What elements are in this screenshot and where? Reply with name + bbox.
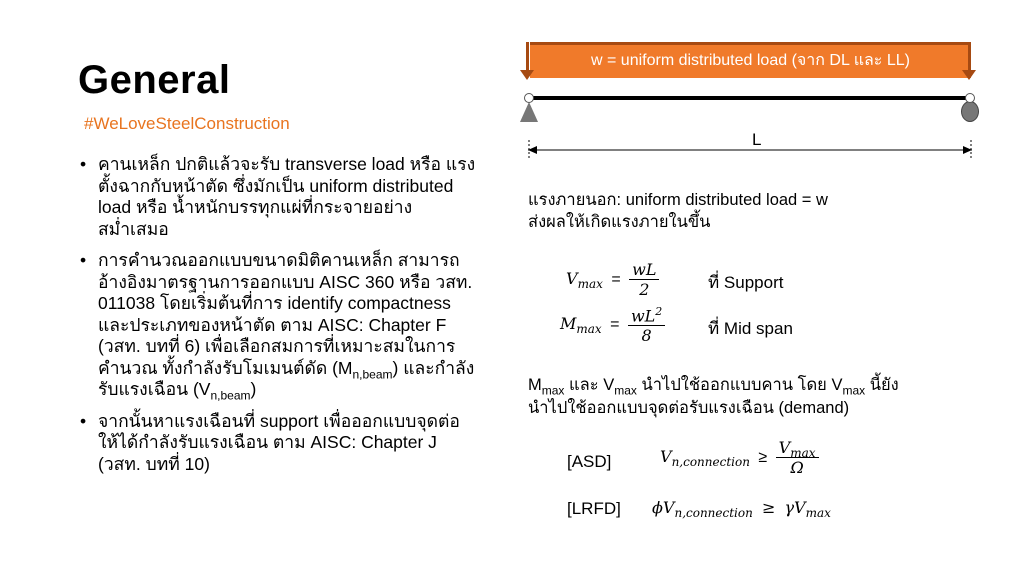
mmax-equation bbox=[560, 305, 665, 345]
asd-label: [ASD] bbox=[567, 452, 612, 471]
geq-sign: ≥ bbox=[761, 498, 776, 517]
distributed-load-bar bbox=[530, 42, 971, 78]
vmax-equation bbox=[566, 260, 659, 299]
phi-symbol: ϕ bbox=[652, 498, 663, 517]
fraction bbox=[629, 260, 659, 299]
mmax-symbol: $M_{max}$ bbox=[560, 314, 602, 337]
lrfd-label: [LRFD] bbox=[567, 499, 621, 518]
numerator: $wL^2$ bbox=[628, 305, 665, 326]
numerator: $V_{max}$ bbox=[776, 438, 819, 458]
bullet-text: การคำนวณออกแบบขนาดมิติคานเหล็ก สามารถอ้างอิงมาตรฐานการออกแบบ AISC 360 หรือ วสท. 011038 โดยเริ่มต้นที่การ identify compactness และประเภทของหน้าตัด ตาม AISC: Chapter F (วสท. บทที่ 6) เพื่อเลือกสมการที่เหมาะสมในการคำนวณ ทั้งกำลังรับโมเมนต์ดัด (M bbox=[98, 250, 473, 378]
bullet-text: ) bbox=[250, 379, 257, 399]
span-dimension-line bbox=[528, 140, 972, 160]
mmax-location-label: ที่ Mid span bbox=[708, 319, 793, 338]
vn-symbol: V bbox=[662, 498, 675, 517]
beam bbox=[528, 96, 972, 100]
subscript: n,connection bbox=[674, 506, 753, 521]
equals-sign: = bbox=[610, 316, 620, 334]
design-note-line: $M_{max}$ และ $V_{max}$ นำไปใช้ออกแบบคาน โดย $V_{max}$ นี้ยัง bbox=[528, 376, 899, 398]
load-arrow-right-shaft bbox=[968, 42, 971, 72]
roller-support-icon bbox=[961, 101, 979, 122]
bullet-item bbox=[76, 250, 476, 401]
denominator: 8 bbox=[641, 326, 652, 346]
arrow-down-icon bbox=[962, 70, 976, 80]
numerator: wL bbox=[629, 260, 659, 280]
bullet-list bbox=[76, 154, 476, 485]
geq-sign: ≥ bbox=[758, 448, 768, 466]
external-load-text bbox=[528, 189, 968, 233]
design-note bbox=[528, 374, 978, 420]
bullet-text: ) และกำลังรับแรงเฉือน (V bbox=[98, 357, 475, 399]
vn-connection-symbol: $V_{n,connection}$ bbox=[660, 446, 750, 469]
external-load-line: แรงภายนอก: uniform distributed load = w bbox=[528, 191, 828, 209]
bullet-item bbox=[76, 154, 476, 240]
equals-sign: = bbox=[611, 270, 621, 288]
vmax-location-label: ที่ Support bbox=[708, 273, 784, 292]
fraction bbox=[776, 438, 819, 477]
bullet-text: คานเหล็ก ปกติแล้วจะรับ transverse load หรือ แรงตั้งฉากกับหน้าตัด ซึ่งมักเป็น uniform distributed load หรือ น้ำหนักบรรทุกแผ่ที่กระจายอย่างสม่ำเสมอ bbox=[98, 154, 476, 239]
subscript: n,beam bbox=[352, 367, 393, 381]
bullet-item bbox=[76, 411, 476, 476]
vmax-symbol: $V_{max}$ bbox=[566, 268, 603, 291]
span-label: L bbox=[752, 130, 762, 149]
internal-force-line: ส่งผลให้เกิดแรงภายในขึ้น bbox=[528, 213, 711, 231]
subscript: n,beam bbox=[210, 388, 251, 403]
vmax-symbol: V bbox=[794, 498, 806, 517]
hashtag: #WeLoveSteelConstruction bbox=[84, 114, 290, 133]
lrfd-equation bbox=[652, 498, 831, 521]
roller-joint-icon bbox=[965, 93, 975, 103]
asd-equation bbox=[660, 438, 819, 477]
load-label: w = uniform distributed load (จาก DL และ LL) bbox=[591, 52, 910, 69]
denominator: Ω bbox=[790, 458, 804, 477]
subscript: max bbox=[805, 506, 831, 521]
fraction bbox=[628, 305, 665, 345]
denominator: 2 bbox=[639, 280, 650, 299]
load-arrow-left-shaft bbox=[526, 42, 529, 72]
arrow-down-icon bbox=[520, 70, 534, 80]
pin-joint-icon bbox=[524, 93, 534, 103]
pin-support-icon bbox=[520, 102, 538, 122]
bullet-text: จากนั้นหาแรงเฉือนที่ support เพื่อออกแบบจุดต่อ ให้ได้กำลังรับแรงเฉือน ตาม AISC: Chapter J (วสท. บทที่ 10) bbox=[98, 410, 460, 474]
slide-title: General bbox=[78, 58, 231, 102]
gamma-symbol: γ bbox=[784, 498, 795, 517]
design-note-line: นำไปใช้ออกแบบจุดต่อรับแรงเฉือน (demand) bbox=[528, 399, 850, 417]
